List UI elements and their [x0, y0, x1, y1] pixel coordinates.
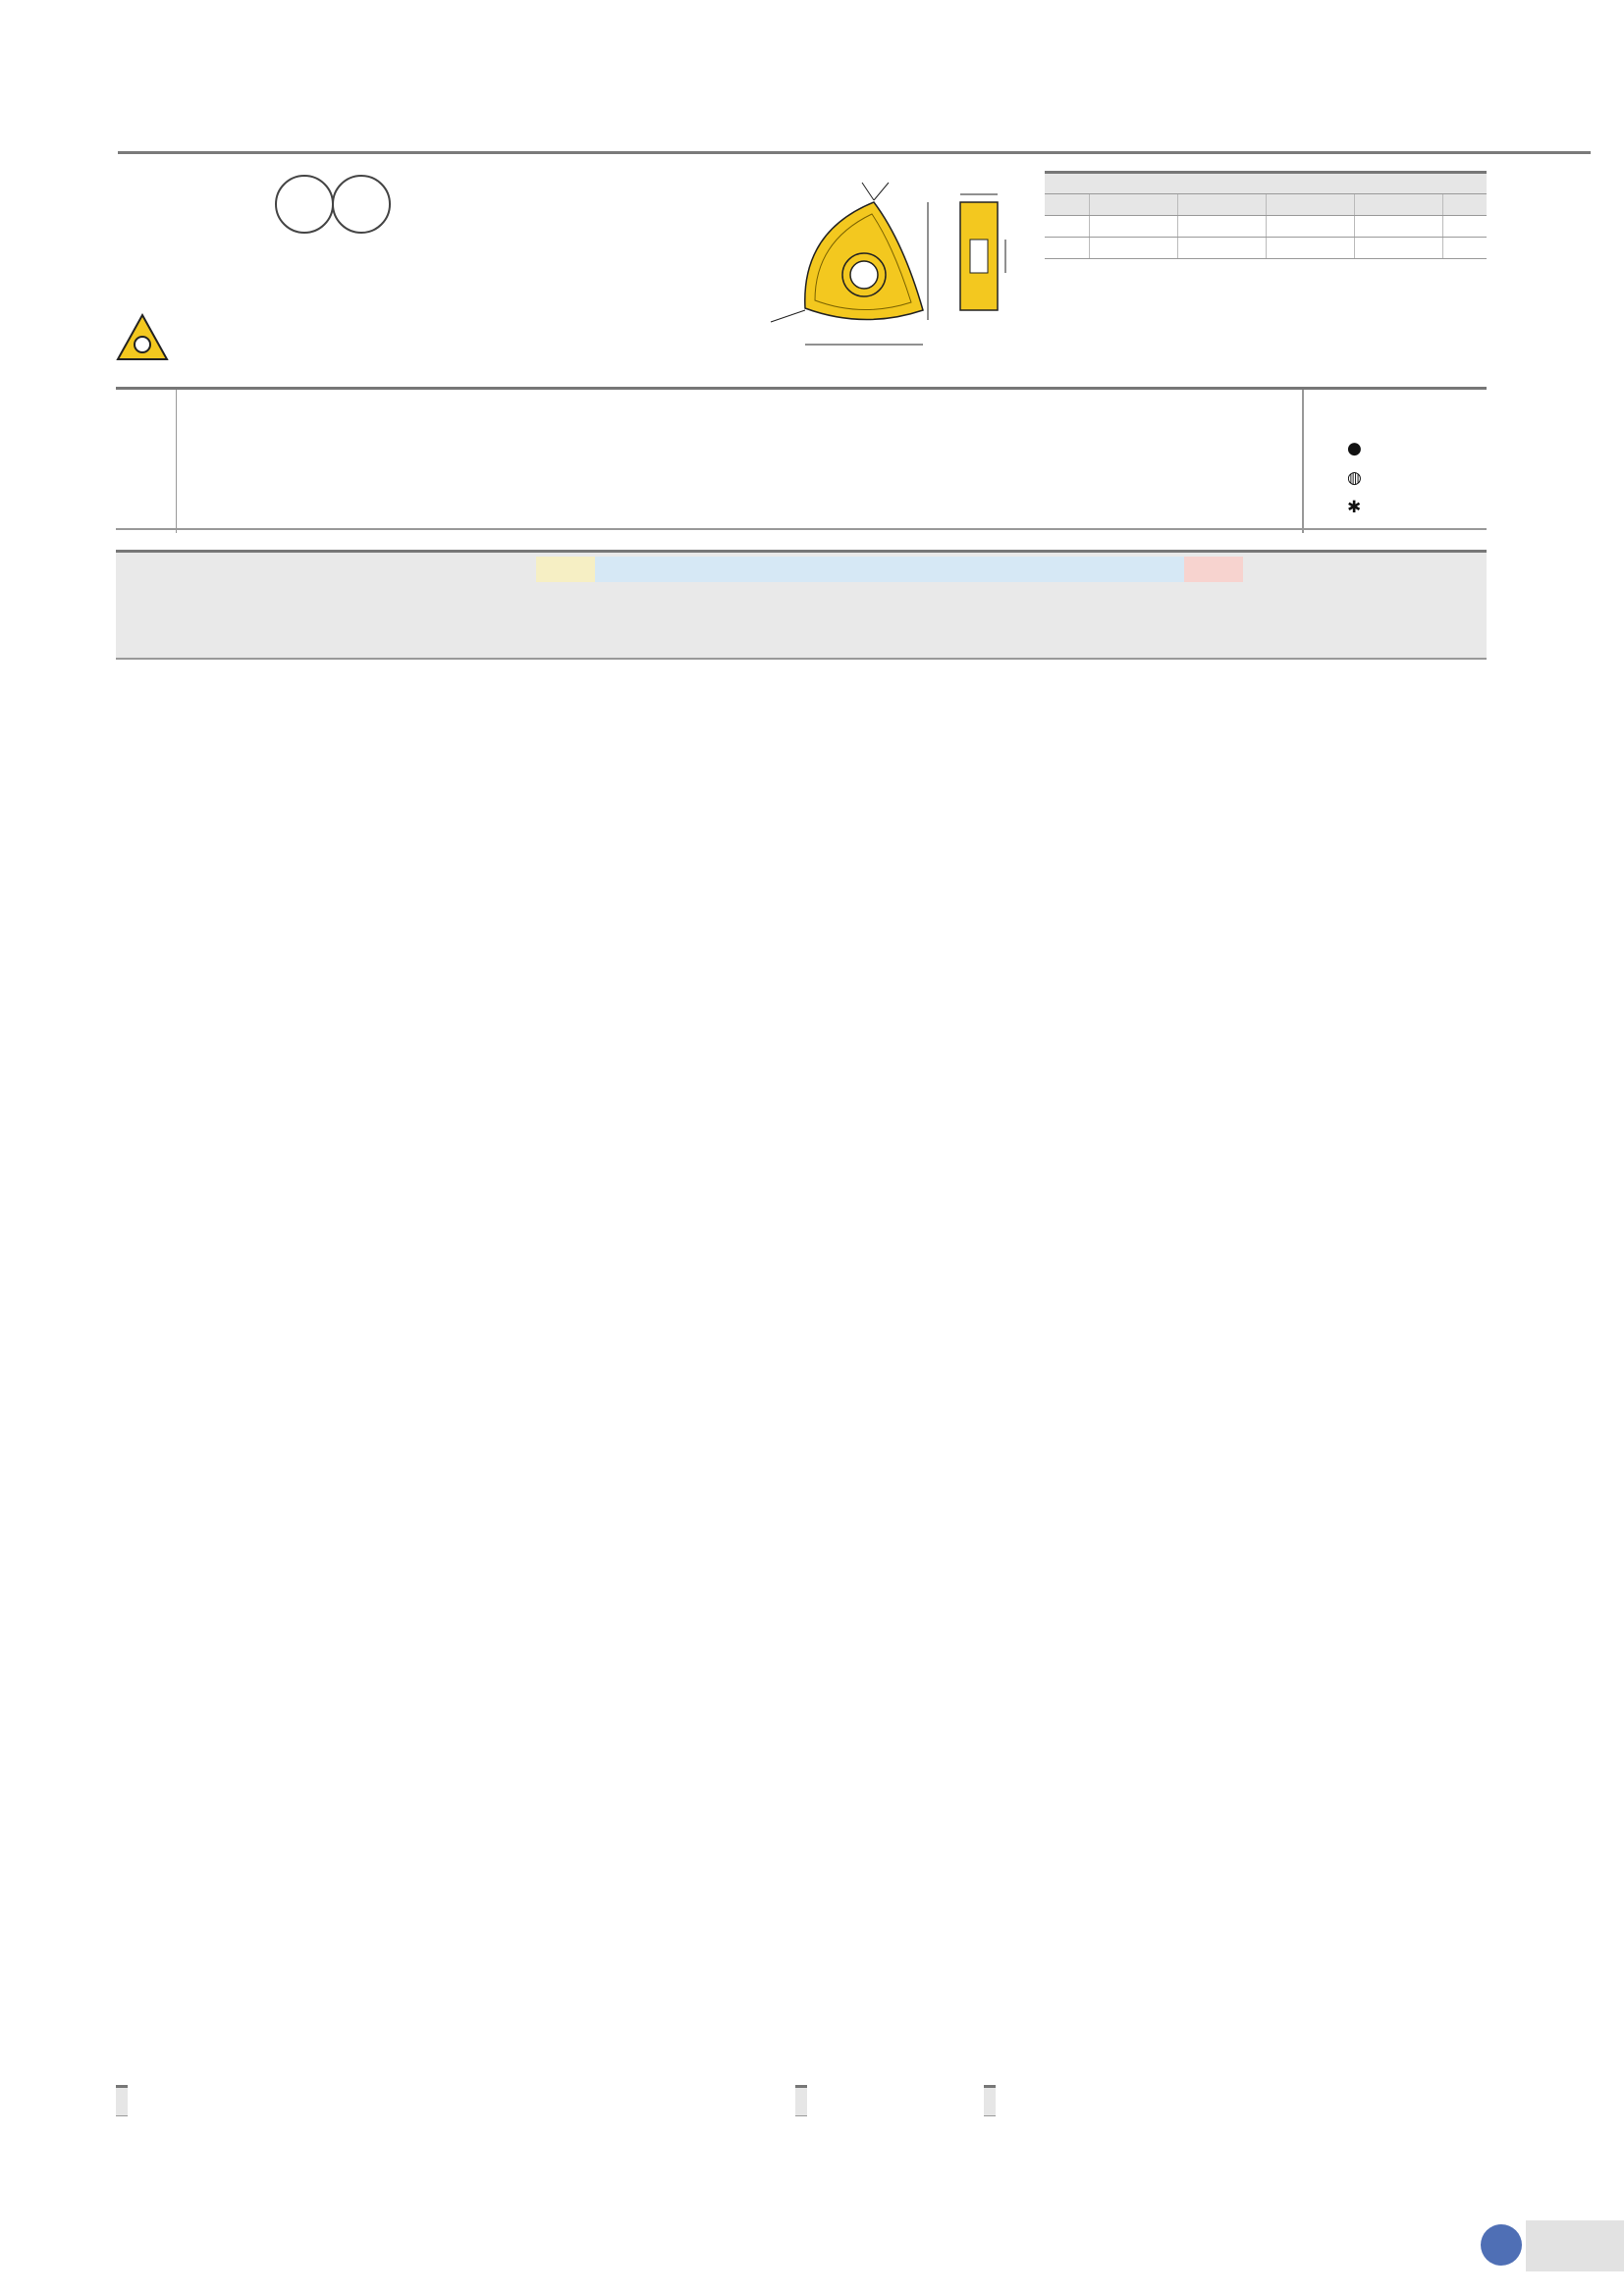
workpiece-side-label: [116, 390, 177, 533]
coating-group-label-2: [595, 557, 1184, 582]
main-table-header: [116, 550, 1487, 660]
page-number: [1526, 2220, 1624, 2271]
dimension-col-header: [1177, 194, 1266, 216]
dimension-cell: [1354, 216, 1442, 238]
process-interrupted: ✱: [1347, 498, 1362, 517]
series-placeholder-circle-icon: [275, 175, 334, 234]
doc-header: [1404, 598, 1492, 617]
cermet-group-label: [477, 557, 536, 582]
dimension-cell: [1045, 216, 1089, 238]
feed-header: [1235, 598, 1402, 617]
dimension-col-header: [1045, 194, 1089, 216]
dimension-table: [1045, 171, 1487, 259]
dimension-cell: [1442, 238, 1487, 259]
dimension-col-header: [1089, 194, 1177, 216]
series-placeholder-circle-icon: [332, 175, 391, 234]
dimension-col-header: [1354, 194, 1442, 216]
dimension-col-header: [1442, 194, 1487, 216]
footer-section-badge: [1481, 2224, 1522, 2266]
boring-bar-title: [984, 2087, 996, 2116]
dimension-cell: [1089, 216, 1177, 238]
khp-coolant-table: [795, 2085, 807, 2116]
process-type-box: [1302, 390, 1487, 533]
dimension-cell: [1089, 238, 1177, 259]
insert-dimension-drawing: [746, 173, 1041, 359]
dimension-cell: [1442, 216, 1487, 238]
external-holder-title: [116, 2087, 128, 2116]
dimension-group-header: [1045, 173, 1487, 194]
boring-bar-table: [984, 2085, 996, 2116]
dimension-col-header: [1266, 194, 1354, 216]
dimension-cell: [1354, 238, 1442, 259]
dimension-cell: [1045, 238, 1089, 259]
dimension-cell: [1266, 216, 1354, 238]
process-general: ◍: [1347, 468, 1362, 488]
dimension-cell: [1266, 238, 1354, 259]
dimension-cell: [1177, 238, 1266, 259]
dimension-row: [1045, 216, 1487, 238]
coating-group-label: [536, 557, 595, 582]
triangle-insert-icon: [115, 312, 170, 363]
header-rule: [118, 151, 1591, 154]
cutting-condition-label: [1243, 557, 1487, 582]
external-holder-table: [116, 2085, 128, 2116]
carbide-group-label: [1184, 557, 1243, 582]
workpiece-table: [116, 387, 1487, 530]
process-continuous: ●: [1347, 439, 1362, 458]
main-grade-table: [116, 550, 1487, 1924]
dimension-row: [1045, 238, 1487, 259]
dimension-cell: [1177, 216, 1266, 238]
khp-coolant-title: [795, 2087, 807, 2116]
